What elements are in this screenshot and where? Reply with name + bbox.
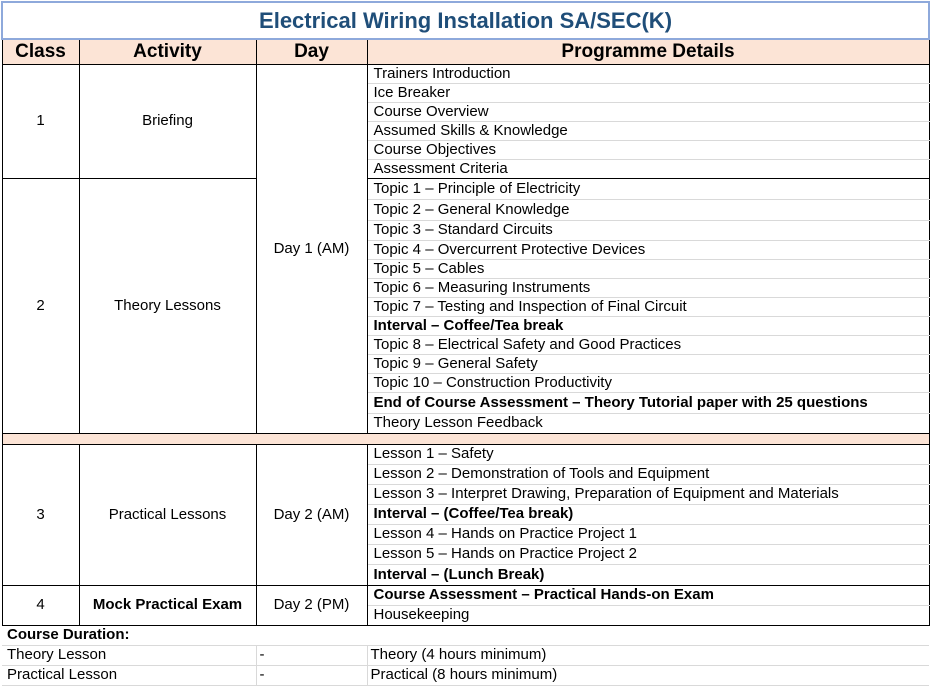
footer-label-row [2, 625, 929, 645]
programme-table [1, 1, 930, 686]
header-programme-details: Programme Details [367, 39, 929, 64]
programme-detail: Topic 6 – Measuring Instruments [367, 278, 929, 297]
programme-detail: Topic 9 – General Safety [367, 354, 929, 373]
header-day: Day [256, 39, 367, 64]
activity-name: Briefing [79, 64, 256, 178]
activity-name: Theory Lessons [79, 178, 256, 433]
footer-row [2, 645, 929, 665]
table-row [2, 585, 929, 605]
duration-name: Theory Lesson [2, 645, 256, 665]
header-class: Class [2, 39, 79, 64]
programme-detail: Assumed Skills & Knowledge [367, 121, 929, 140]
class-number: 4 [2, 585, 79, 625]
programme-detail: Interval – (Lunch Break) [367, 564, 929, 585]
footer-row [2, 665, 929, 685]
programme-detail: Topic 3 – Standard Circuits [367, 220, 929, 240]
programme-detail: Interval – (Coffee/Tea break) [367, 504, 929, 524]
duration-dash: - [256, 645, 367, 665]
programme-detail: Topic 8 – Electrical Safety and Good Practices [367, 335, 929, 354]
header-activity: Activity [79, 39, 256, 64]
separator-band [2, 433, 929, 444]
programme-detail: Trainers Introduction [367, 64, 929, 83]
programme-detail: Ice Breaker [367, 83, 929, 102]
page-title: Electrical Wiring Installation SA/SEC(K) [2, 2, 929, 39]
programme-detail: Topic 7 – Testing and Inspection of Final Circuit [367, 297, 929, 316]
programme-detail: Lesson 3 – Interpret Drawing, Preparation of Equipment and Materials [367, 484, 929, 504]
programme-detail: Topic 1 – Principle of Electricity [367, 178, 929, 199]
programme-detail: Topic 2 – General Knowledge [367, 199, 929, 220]
programme-detail: Lesson 2 – Demonstration of Tools and Equipment [367, 464, 929, 484]
programme-detail: Interval – Coffee/Tea break [367, 316, 929, 335]
programme-detail: Topic 4 – Overcurrent Protective Devices [367, 240, 929, 259]
programme-detail: Theory Lesson Feedback [367, 413, 929, 433]
separator-row [2, 433, 929, 444]
programme-detail: Course Assessment – Practical Hands-on Exam [367, 585, 929, 605]
class-number: 3 [2, 444, 79, 585]
programme-detail: Housekeeping [367, 605, 929, 625]
duration-dash: - [256, 665, 367, 685]
day-cell: Day 2 (AM) [256, 444, 367, 585]
duration-value: Practical (8 hours minimum) [367, 665, 929, 685]
programme-detail: Lesson 4 – Hands on Practice Project 1 [367, 524, 929, 544]
duration-value: Theory (4 hours minimum) [367, 645, 929, 665]
class-number: 2 [2, 178, 79, 433]
table-row [2, 178, 929, 199]
table-row [2, 64, 929, 83]
course-duration-label: Course Duration: [2, 625, 929, 645]
day-cell: Day 1 (AM) [256, 64, 367, 433]
activity-name: Mock Practical Exam [79, 585, 256, 625]
table-row [2, 444, 929, 464]
programme-detail: Topic 10 – Construction Productivity [367, 373, 929, 392]
duration-name: Practical Lesson [2, 665, 256, 685]
day-cell: Day 2 (PM) [256, 585, 367, 625]
programme-detail: Topic 5 – Cables [367, 259, 929, 278]
class-number: 1 [2, 64, 79, 178]
activity-name: Practical Lessons [79, 444, 256, 585]
programme-detail: Assessment Criteria [367, 159, 929, 178]
programme-detail: Lesson 1 – Safety [367, 444, 929, 464]
programme-detail: End of Course Assessment – Theory Tutorial paper with 25 questions [367, 392, 929, 413]
programme-detail: Course Objectives [367, 140, 929, 159]
programme-detail: Course Overview [367, 102, 929, 121]
programme-detail: Lesson 5 – Hands on Practice Project 2 [367, 544, 929, 564]
